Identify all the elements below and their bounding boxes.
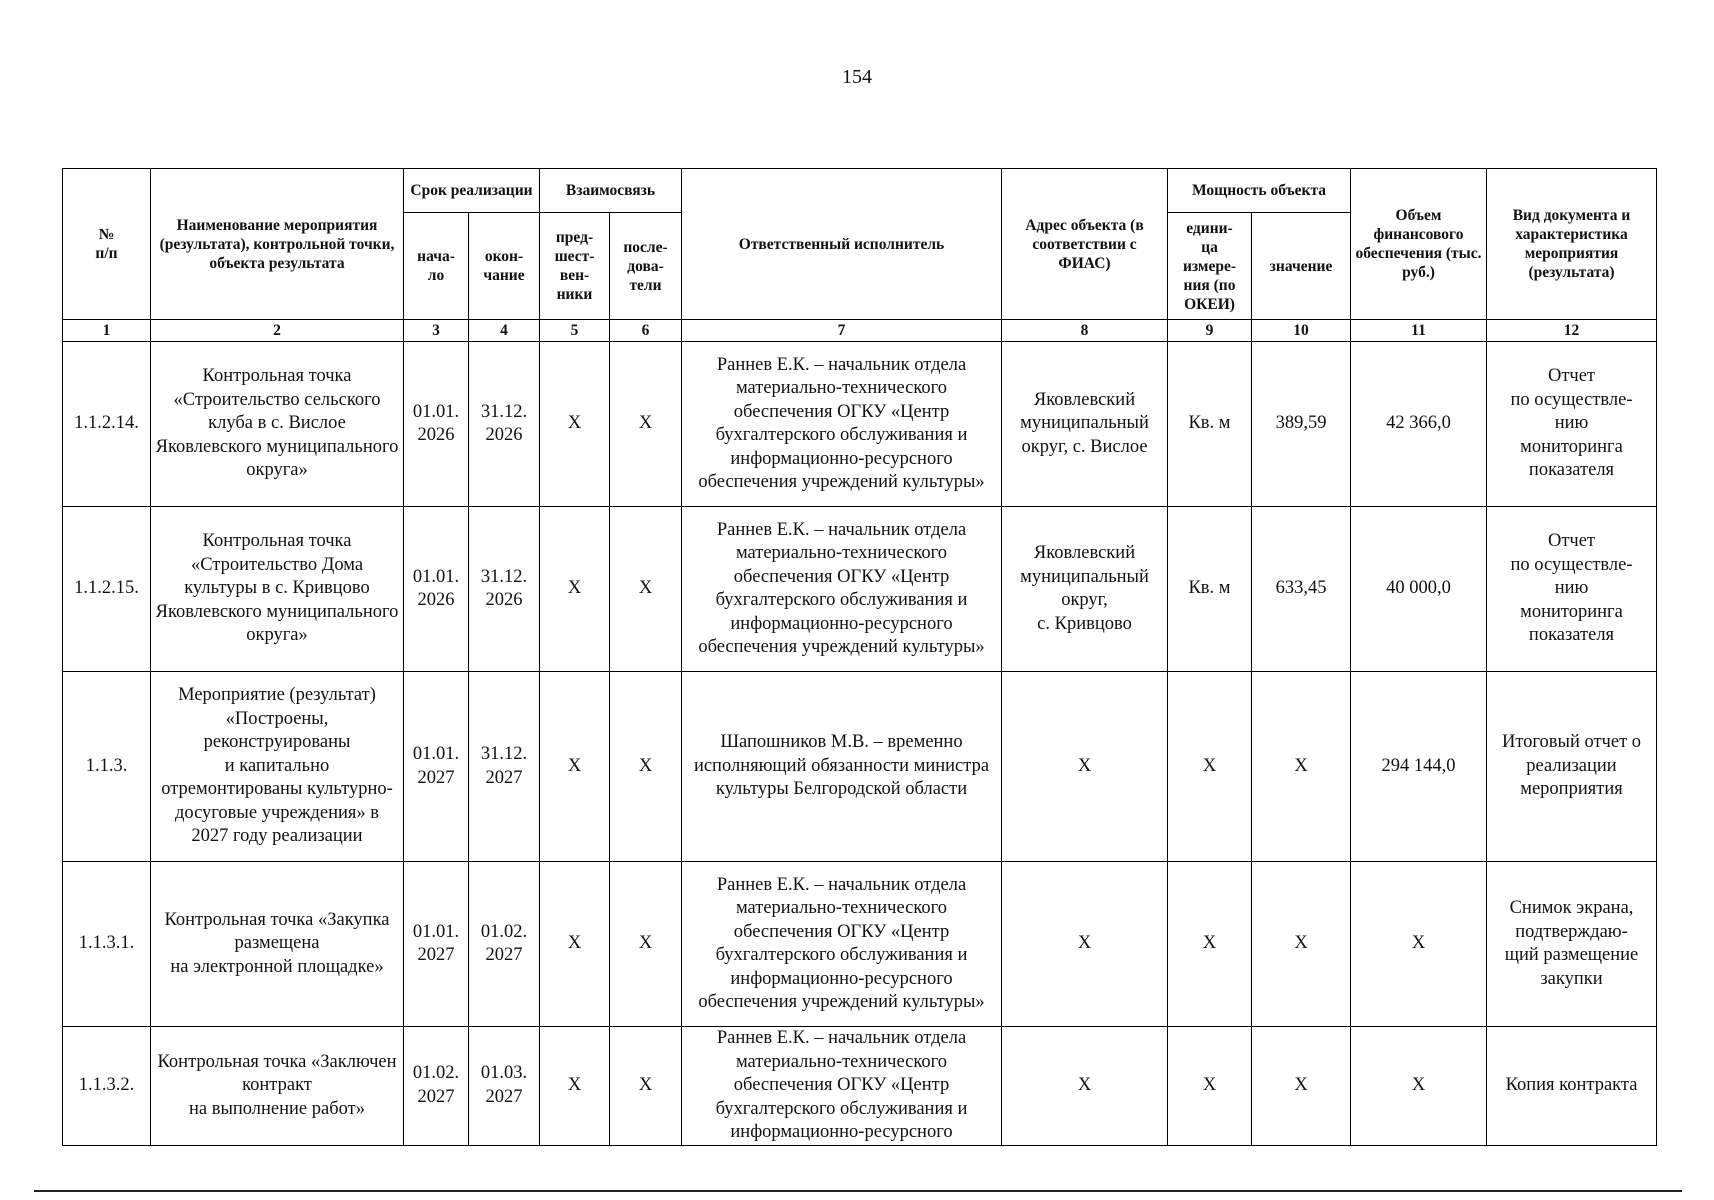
table-row xyxy=(63,342,1657,507)
cell-finance: Х xyxy=(1351,862,1487,1027)
cell-value: Х xyxy=(1252,672,1351,862)
cell-end: 31.12. 2027 xyxy=(469,672,540,862)
column-number: 4 xyxy=(469,320,540,342)
cell-num: 1.1.3.1. xyxy=(63,862,151,1027)
cell-prev: Х xyxy=(540,862,610,1027)
cell-next: Х xyxy=(610,862,682,1027)
cell-end: 01.02. 2027 xyxy=(469,862,540,1027)
cell-name: Контрольная точка «Заключен контракт на выполнение работ» xyxy=(151,1027,404,1146)
header-capacity: Мощность объекта xyxy=(1168,169,1351,213)
table-header xyxy=(63,169,1657,342)
cell-prev: Х xyxy=(540,672,610,862)
cell-responsible: Шапошников М.В. – временно исполняющий обязанности министра культуры Белгородской области xyxy=(682,672,1002,862)
header-link-next: после- дова- тели xyxy=(610,213,682,320)
header-unit: едини- ца измере- ния (по ОКЕИ) xyxy=(1168,213,1252,320)
page-number: 154 xyxy=(842,66,872,88)
cell-unit: Кв. м xyxy=(1168,342,1252,507)
cell-value: 389,59 xyxy=(1252,342,1351,507)
column-number: 9 xyxy=(1168,320,1252,342)
cell-address: Яковлевский муниципальный округ, с. Вислое xyxy=(1002,342,1168,507)
column-number: 1 xyxy=(63,320,151,342)
cell-responsible: Раннев Е.К. – начальник отдела материально-технического обеспечения ОГКУ «Центр бухгалтерского обслуживания и информационно-ресурсного обеспечения учреждений культуры» xyxy=(682,507,1002,672)
column-number: 2 xyxy=(151,320,404,342)
cell-name: Контрольная точка «Строительство сельского клуба в с. Вислое Яковлевского муниципального округа» xyxy=(151,342,404,507)
cell-doc: Итоговый отчет о реализации мероприятия xyxy=(1487,672,1657,862)
cell-num: 1.1.2.15. xyxy=(63,507,151,672)
column-number: 6 xyxy=(610,320,682,342)
cell-next: Х xyxy=(610,1027,682,1146)
cell-num: 1.1.3. xyxy=(63,672,151,862)
header-responsible: Ответственный исполнитель xyxy=(682,169,1002,320)
cell-next: Х xyxy=(610,672,682,862)
events-table xyxy=(62,168,1657,1146)
cell-address: Х xyxy=(1002,862,1168,1027)
cell-start: 01.01. 2026 xyxy=(404,507,469,672)
cell-start: 01.01. 2027 xyxy=(404,862,469,1027)
cell-address: Х xyxy=(1002,1027,1168,1146)
cell-start: 01.01. 2026 xyxy=(404,342,469,507)
cell-value: Х xyxy=(1252,1027,1351,1146)
cell-value: Х xyxy=(1252,862,1351,1027)
cell-end: 01.03. 2027 xyxy=(469,1027,540,1146)
cell-num: 1.1.3.2. xyxy=(63,1027,151,1146)
cell-unit: Х xyxy=(1168,672,1252,862)
column-number: 7 xyxy=(682,320,1002,342)
cell-name: Мероприятие (результат) «Построены, реконструированы и капитально отремонтированы культурно-досуговые учреждения» в 2027 году реализации xyxy=(151,672,404,862)
cell-finance: Х xyxy=(1351,1027,1487,1146)
bottom-rule xyxy=(34,1190,1682,1192)
column-number-row xyxy=(63,320,1657,342)
cell-end: 31.12. 2026 xyxy=(469,342,540,507)
cell-finance: 294 144,0 xyxy=(1351,672,1487,862)
column-number: 3 xyxy=(404,320,469,342)
table-row xyxy=(63,507,1657,672)
header-term-start: нача- ло xyxy=(404,213,469,320)
header-address: Адрес объекта (в соответствии с ФИАС) xyxy=(1002,169,1168,320)
header-doc: Вид документа и характеристика мероприятия (результата) xyxy=(1487,169,1657,320)
column-number: 5 xyxy=(540,320,610,342)
cell-num: 1.1.2.14. xyxy=(63,342,151,507)
header-num: № п/п xyxy=(63,169,151,320)
column-number: 8 xyxy=(1002,320,1168,342)
table-row xyxy=(63,1027,1657,1146)
cell-unit: Кв. м xyxy=(1168,507,1252,672)
header-term: Срок реализации xyxy=(404,169,540,213)
table-row xyxy=(63,672,1657,862)
column-number: 11 xyxy=(1351,320,1487,342)
cell-start: 01.02. 2027 xyxy=(404,1027,469,1146)
cell-responsible: Раннев Е.К. – начальник отдела материально-технического обеспечения ОГКУ «Центр бухгалтерского обслуживания и информационно-ресурсного обеспечения учреждений культуры» xyxy=(682,342,1002,507)
header-link: Взаимосвязь xyxy=(540,169,682,213)
cell-name: Контрольная точка «Строительство Дома культуры в с. Кривцово Яковлевского муниципального округа» xyxy=(151,507,404,672)
cell-responsible: Раннев Е.К. – начальник отдела материально-технического обеспечения ОГКУ «Центр бухгалтерского обслуживания и информационно-ресурсного обеспечения учреждений культуры» xyxy=(682,862,1002,1027)
column-number: 12 xyxy=(1487,320,1657,342)
cell-next: Х xyxy=(610,342,682,507)
cell-name: Контрольная точка «Закупка размещена на электронной площадке» xyxy=(151,862,404,1027)
cell-end: 31.12. 2026 xyxy=(469,507,540,672)
cell-doc: Копия контракта xyxy=(1487,1027,1657,1146)
column-number: 10 xyxy=(1252,320,1351,342)
cell-prev: Х xyxy=(540,507,610,672)
cell-value: 633,45 xyxy=(1252,507,1351,672)
cell-prev: Х xyxy=(540,342,610,507)
cell-next: Х xyxy=(610,507,682,672)
cell-doc: Отчет по осуществле- нию мониторинга показателя xyxy=(1487,507,1657,672)
cell-address: Яковлевский муниципальный округ, с. Кривцово xyxy=(1002,507,1168,672)
header-finance: Объем финансового обеспечения (тыс. руб.) xyxy=(1351,169,1487,320)
cell-responsible: Раннев Е.К. – начальник отдела материально-технического обеспечения ОГКУ «Центр бухгалтерского обслуживания и информационно-ресурсного xyxy=(682,1027,1002,1146)
cell-doc: Отчет по осуществле- нию мониторинга показателя xyxy=(1487,342,1657,507)
cell-unit: Х xyxy=(1168,862,1252,1027)
cell-address: Х xyxy=(1002,672,1168,862)
cell-prev: Х xyxy=(540,1027,610,1146)
cell-unit: Х xyxy=(1168,1027,1252,1146)
table-row xyxy=(63,862,1657,1027)
cell-doc: Снимок экрана, подтверждаю- щий размещение закупки xyxy=(1487,862,1657,1027)
cell-finance: 40 000,0 xyxy=(1351,507,1487,672)
header-link-prev: пред- шест- вен- ники xyxy=(540,213,610,320)
header-value: значение xyxy=(1252,213,1351,320)
cell-finance: 42 366,0 xyxy=(1351,342,1487,507)
cell-start: 01.01. 2027 xyxy=(404,672,469,862)
header-name: Наименование мероприятия (результата), контрольной точки, объекта результата xyxy=(151,169,404,320)
header-term-end: окон- чание xyxy=(469,213,540,320)
